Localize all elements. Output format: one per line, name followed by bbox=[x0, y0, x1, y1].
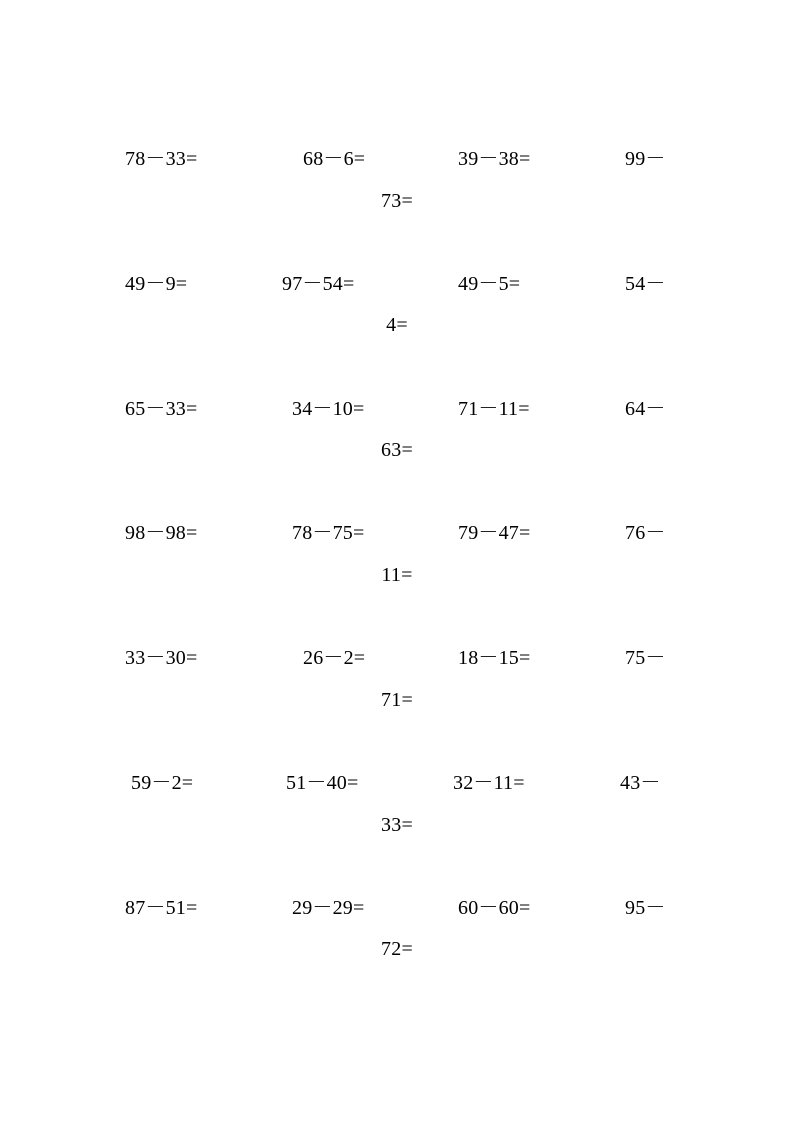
problem-continuation: 11= bbox=[381, 564, 413, 586]
problem: 68－6= bbox=[303, 148, 366, 170]
problem: 18－15= bbox=[458, 647, 531, 669]
problem-continuation: 33= bbox=[381, 814, 413, 836]
problem: 26－2= bbox=[303, 647, 366, 669]
problem: 49－5= bbox=[458, 273, 521, 295]
problem-continuation: 72= bbox=[381, 938, 413, 960]
problem: 49－9= bbox=[125, 273, 188, 295]
problem: 95－ bbox=[625, 897, 666, 919]
problem: 39－38= bbox=[458, 148, 531, 170]
problem: 79－47= bbox=[458, 522, 531, 544]
problem: 54－ bbox=[625, 273, 666, 295]
problem: 32－11= bbox=[453, 772, 525, 794]
problem: 97－54= bbox=[282, 273, 355, 295]
problem-continuation: 4= bbox=[386, 314, 408, 336]
problem: 43－ bbox=[620, 772, 661, 794]
problem: 65－33= bbox=[125, 398, 198, 420]
problem-continuation: 73= bbox=[381, 190, 413, 212]
problem: 60－60= bbox=[458, 897, 531, 919]
problem-continuation: 71= bbox=[381, 689, 413, 711]
problem: 64－ bbox=[625, 398, 666, 420]
problem: 98－98= bbox=[125, 522, 198, 544]
problem: 29－29= bbox=[292, 897, 365, 919]
problem: 99－ bbox=[625, 148, 666, 170]
problem: 34－10= bbox=[292, 398, 365, 420]
problem: 87－51= bbox=[125, 897, 198, 919]
problem: 71－11= bbox=[458, 398, 530, 420]
problem: 33－30= bbox=[125, 647, 198, 669]
problem: 51－40= bbox=[286, 772, 359, 794]
problem: 76－ bbox=[625, 522, 666, 544]
problem: 78－75= bbox=[292, 522, 365, 544]
problem: 78－33= bbox=[125, 148, 198, 170]
problem: 75－ bbox=[625, 647, 666, 669]
problem-continuation: 63= bbox=[381, 439, 413, 461]
problem: 59－2= bbox=[131, 772, 194, 794]
